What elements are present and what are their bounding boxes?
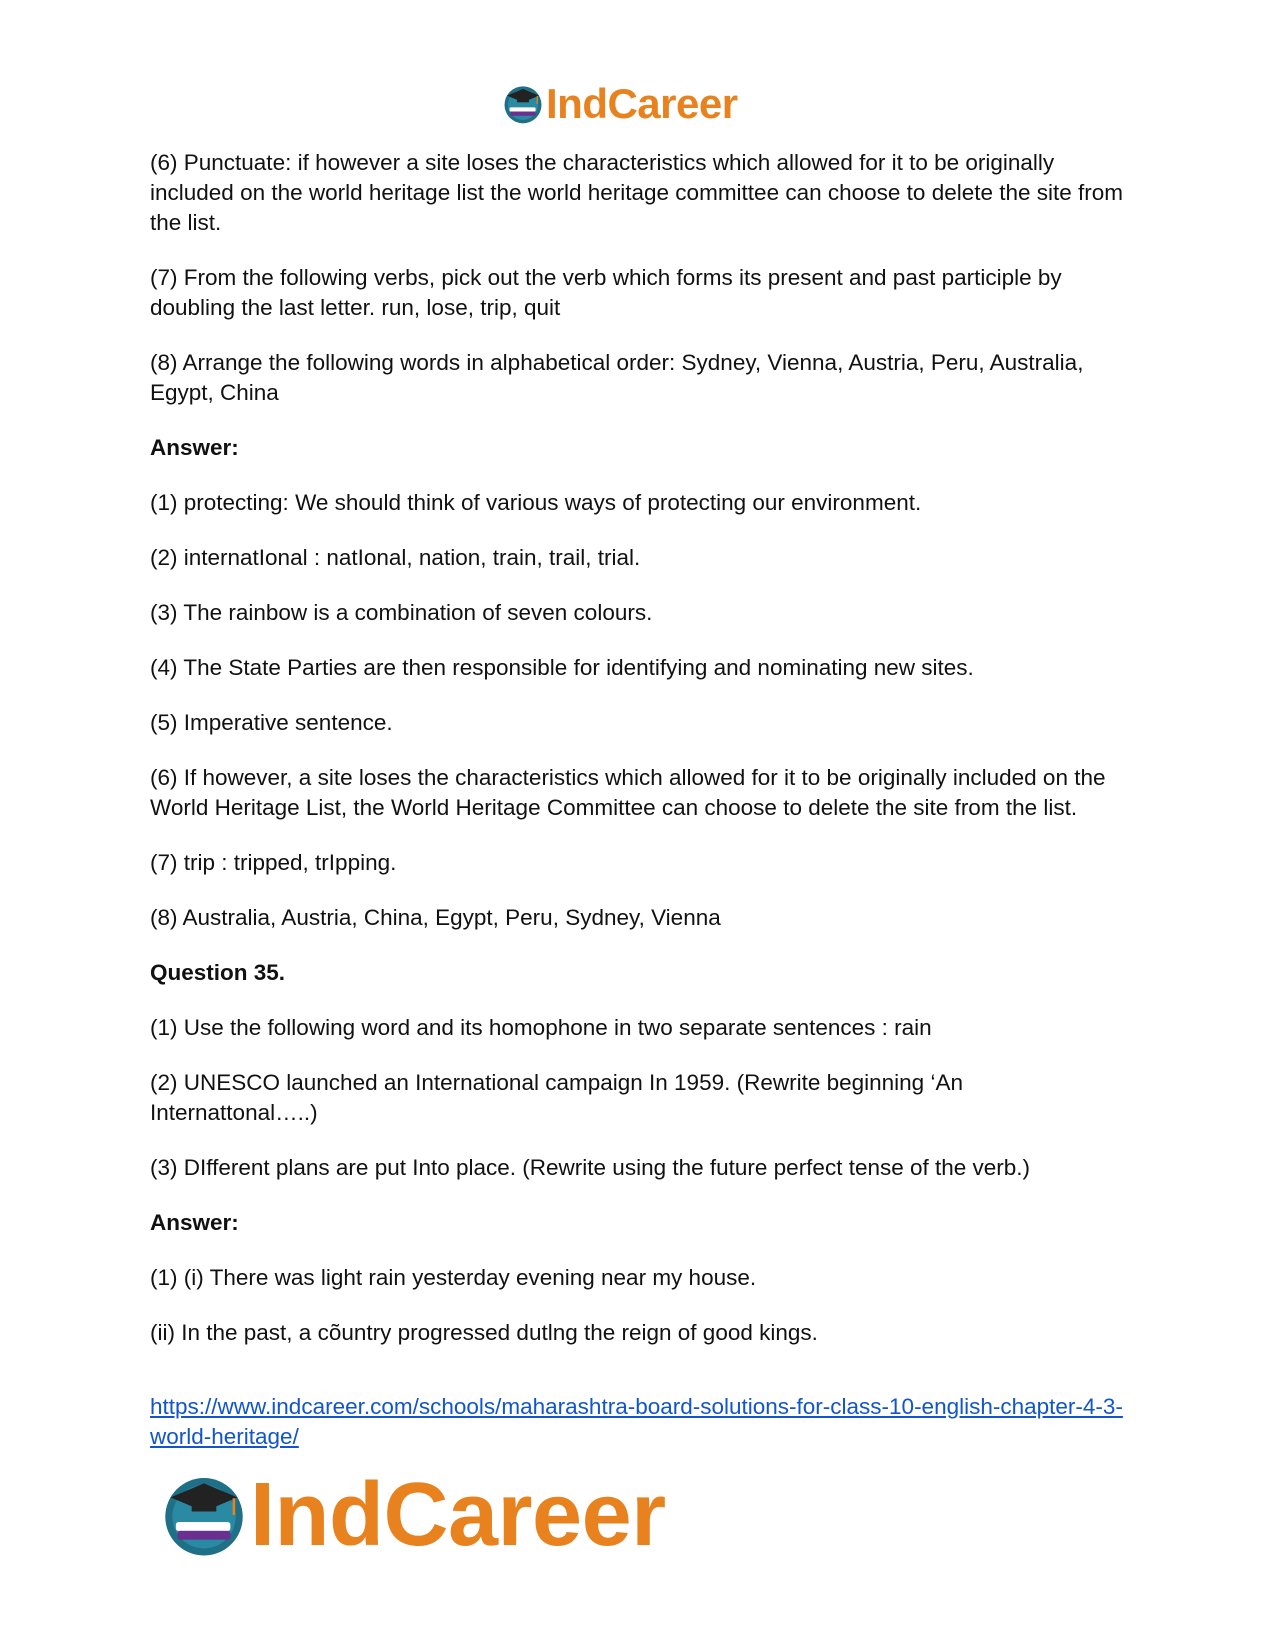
paragraph: (ii) In the past, a cõuntry progressed dutlng the reign of good kings. — [150, 1320, 818, 1345]
paragraph: (3) The rainbow is a combination of seven colours. — [150, 600, 653, 625]
paragraph: (5) Imperative sentence. — [150, 710, 393, 735]
indcareer-logo-bottom — [160, 1465, 666, 1565]
paragraph: (8) Arrange the following words in alphabetical order: Sydney, Vienna, Austria, Peru, Australia, Egypt, China — [150, 350, 1084, 405]
brand-name: IndCareer — [546, 80, 738, 127]
paragraph: (6) Punctuate: if however a site loses the characteristics which allowed for it to be originally included on the world heritage list the world heritage committee can choose to delete the site from the list. — [150, 150, 1124, 235]
paragraph: (7) From the following verbs, pick out the verb which forms its present and past participle by doubling the last letter. run, lose, trip, quit — [150, 265, 1062, 320]
graduation-book-icon — [160, 1471, 248, 1559]
graduation-book-icon — [502, 83, 544, 125]
document-body — [150, 148, 1135, 1373]
paragraph: (3) DIfferent plans are put Into place. (Rewrite using the future perfect tense of the verb.) — [150, 1155, 1031, 1180]
paragraph: (2) UNESCO launched an International campaign In 1959. (Rewrite beginning ‘An Internattonal…..) — [150, 1070, 963, 1125]
paragraph: (1) (i) There was light rain yesterday evening near my house. — [150, 1265, 757, 1290]
paragraph: (6) If however, a site loses the characteristics which allowed for it to be originally included on the World Heritage List, the World Heritage Committee can choose to delete the site from the list. — [150, 765, 1106, 820]
paragraph: (1) protecting: We should think of various ways of protecting our environment. — [150, 490, 922, 515]
paragraph: (2) internatIonal : natIonal, nation, train, trail, trial. — [150, 545, 641, 570]
paragraph: (7) trip : tripped, trIpping. — [150, 850, 397, 875]
indcareer-logo-top — [502, 80, 738, 128]
paragraph: (4) The State Parties are then responsible for identifying and nominating new sites. — [150, 655, 974, 680]
paragraph: (8) Australia, Austria, China, Egypt, Peru, Sydney, Vienna — [150, 905, 721, 930]
brand-name: IndCareer — [250, 1464, 666, 1565]
section-heading: Answer: — [150, 435, 239, 460]
section-heading: Answer: — [150, 1210, 239, 1235]
source-url-link[interactable]: https://www.indcareer.com/schools/maharashtra-board-solutions-for-class-10-english-chapter-4-3-world-heritage/ — [150, 1394, 1123, 1449]
paragraph: (1) Use the following word and its homophone in two separate sentences : rain — [150, 1015, 932, 1040]
section-heading: Question 35. — [150, 960, 286, 985]
